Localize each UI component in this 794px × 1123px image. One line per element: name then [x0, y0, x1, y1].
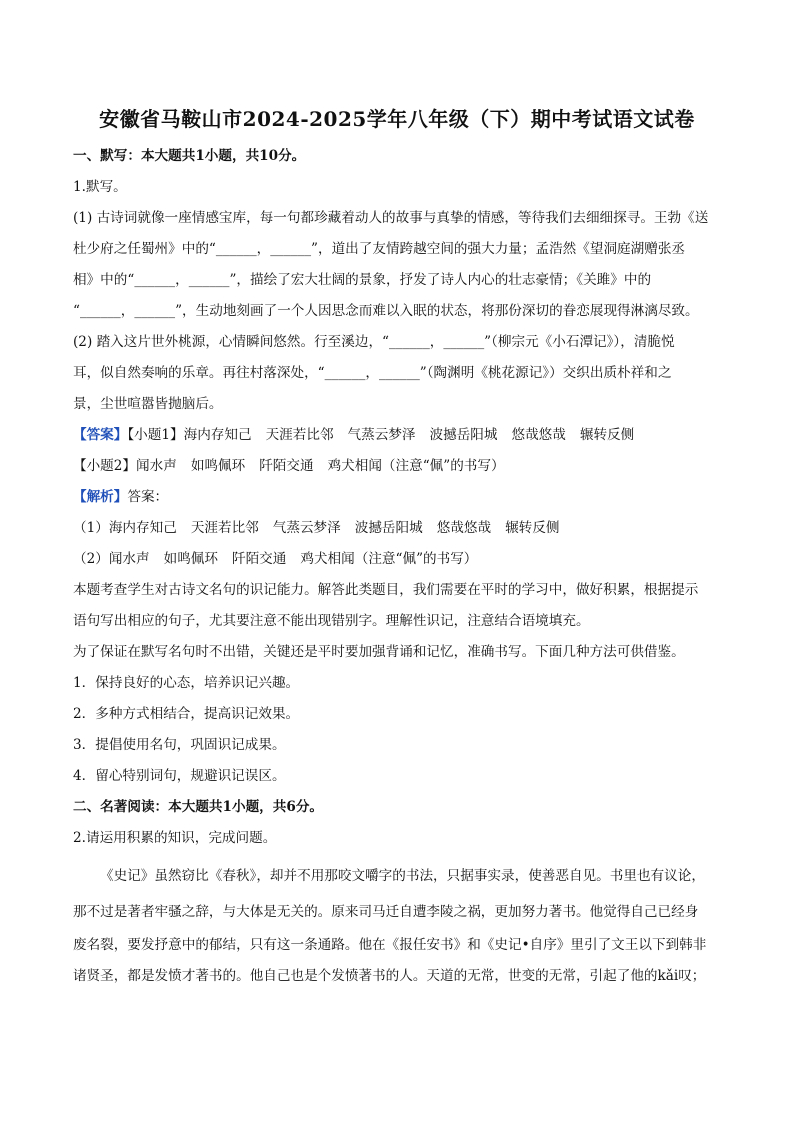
- answer-item: 鸡犬相闻（注意“佩”的书写）: [327, 458, 505, 474]
- answer-item: 如鸣佩环: [190, 458, 246, 474]
- analysis-item: 海内存知己: [108, 520, 177, 536]
- analysis-item: 如鸣佩环: [163, 551, 218, 567]
- page-title: 安徽省马鞍山市2024-2025学年八年级（下）期中考试语文试卷: [99, 107, 695, 131]
- answer-item: 辗转反侧: [579, 427, 635, 443]
- section1-header: 一、默写：本大题共1小题，共10分。: [73, 148, 306, 164]
- answer-label: 【答案】: [73, 427, 128, 443]
- analysis-header: [73, 488, 168, 506]
- analysis-after: 答案：: [127, 489, 169, 505]
- analysis-line-1: [73, 519, 559, 537]
- question-1-stem: 1.默写。: [73, 179, 127, 195]
- analysis-item: 波撼岳阳城: [354, 520, 423, 536]
- analysis-list-item: 2．多种方式相结合，提高识记效果。: [73, 706, 300, 722]
- q1-text-line: 相》中的“______，______”，描绘了宏大壮阔的景象，抒发了诗人内心的壮志豪情；《关雎》中的: [73, 272, 652, 288]
- q1-text-line: (1) 古诗词就像一座情感宝库，每一句都珍藏着动人的故事与真挚的情感，等待我们去细细探寻。王勃《送: [73, 210, 709, 226]
- q1-text-line: 耳，似自然奏响的乐章。再往村落深处，“______，______”（陶渊明《桃花源记》）交织出质朴祥和之: [73, 365, 672, 381]
- answer-item: 气蒸云梦泽: [347, 427, 416, 443]
- q1-text-line: 杜少府之任蜀州》中的“______，______”，道出了友情跨越空间的强大力量；孟浩然《望洞庭湖赠张丞: [73, 241, 686, 257]
- passage-line: 废名裂，要发抒意中的郁结，只有这一条通路。他在《报任安书》和《史记•自序》里引了文王以下到韩非: [73, 937, 707, 953]
- analysis-paragraph: 语句写出相应的句子，尤其要注意不能出现错别字。理解性识记，注意结合语境填充。: [73, 613, 590, 629]
- analysis-paragraph: 本题考查学生对古诗文名句的识记能力。解答此类题目，我们需要在平时的学习中，做好积累，根据提示: [73, 582, 699, 598]
- analysis-list-item: 1．保持良好的心态，培养识记兴趣。: [73, 675, 300, 691]
- q1-text-line: 景，尘世喧嚣皆抛脑后。: [73, 396, 223, 412]
- answer-item: 阡陌交通: [259, 458, 314, 474]
- answer-item: 闻水声: [136, 458, 177, 474]
- answer-item: 波撼岳阳城: [429, 427, 498, 443]
- analysis-list-item: 4．留心特别词句，规避识记误区。: [73, 768, 286, 784]
- analysis-item: 鸡犬相闻（注意“佩”的书写）: [300, 551, 478, 567]
- analysis-item: 气蒸云梦泽: [272, 520, 341, 536]
- analysis-item: 辗转反侧: [505, 520, 560, 536]
- answer-sub2-label: 【小题2】: [73, 458, 137, 474]
- analysis-item: 闻水声: [108, 551, 150, 567]
- analysis-label: 【解析】: [73, 489, 128, 505]
- section2-header: 二、名著阅读：本大题共1小题，共6分。: [73, 799, 324, 815]
- question-2-stem: 2.请运用积累的知识，完成问题。: [73, 830, 277, 846]
- analysis-item: 天涯若比邻: [190, 520, 259, 536]
- analysis-prefix: （2）: [73, 551, 109, 567]
- passage-line: 诸贤圣，都是发愤才著书的。他自己也是个发愤著书的人。天道的无常，世变的无常，引起了他的kǎi叹；: [73, 968, 706, 984]
- analysis-paragraph: 为了保证在默写名句时不出错，关键还是平时要加强背诵和记忆，准确书写。下面几种方法可供借鉴。: [73, 644, 685, 660]
- answer-line-1: [73, 426, 634, 444]
- analysis-item: 悠哉悠哉: [436, 520, 492, 536]
- answer-sub1-label: 【小题1】: [127, 427, 184, 443]
- q1-text-line: (2) 踏入这片世外桃源，心情瞬间悠然。行至溪边，“______，______”（柳宗元《小石潭记》），清脆悦: [73, 334, 675, 350]
- passage-line: 《史记》虽然窃比《春秋》，却并不用那咬文嚼字的书法，只据事实录，使善恶自见。书里也有议论，: [100, 868, 705, 884]
- answer-line-2: [73, 457, 505, 475]
- analysis-list-item: 3．提倡使用名句，巩固识记成果。: [73, 737, 286, 753]
- answer-item: 悠哉悠哉: [511, 427, 566, 443]
- analysis-prefix: （1）: [73, 520, 109, 536]
- analysis-line-2: [73, 550, 477, 568]
- analysis-item: 阡陌交通: [232, 551, 287, 567]
- answer-item: 海内存知己: [183, 427, 252, 443]
- q1-text-line: “______，______”，生动地刻画了一个人因思念而难以入眠的状态，将那份深切的眷恋展现得淋漓尽致。: [73, 303, 699, 319]
- answer-item: 天涯若比邻: [265, 427, 334, 443]
- passage-line: 那不过是著者牢骚之辞，与大体是无关的。原来司马迁自遭李陵之祸，更加努力著书。他觉得自己已经身: [73, 904, 699, 920]
